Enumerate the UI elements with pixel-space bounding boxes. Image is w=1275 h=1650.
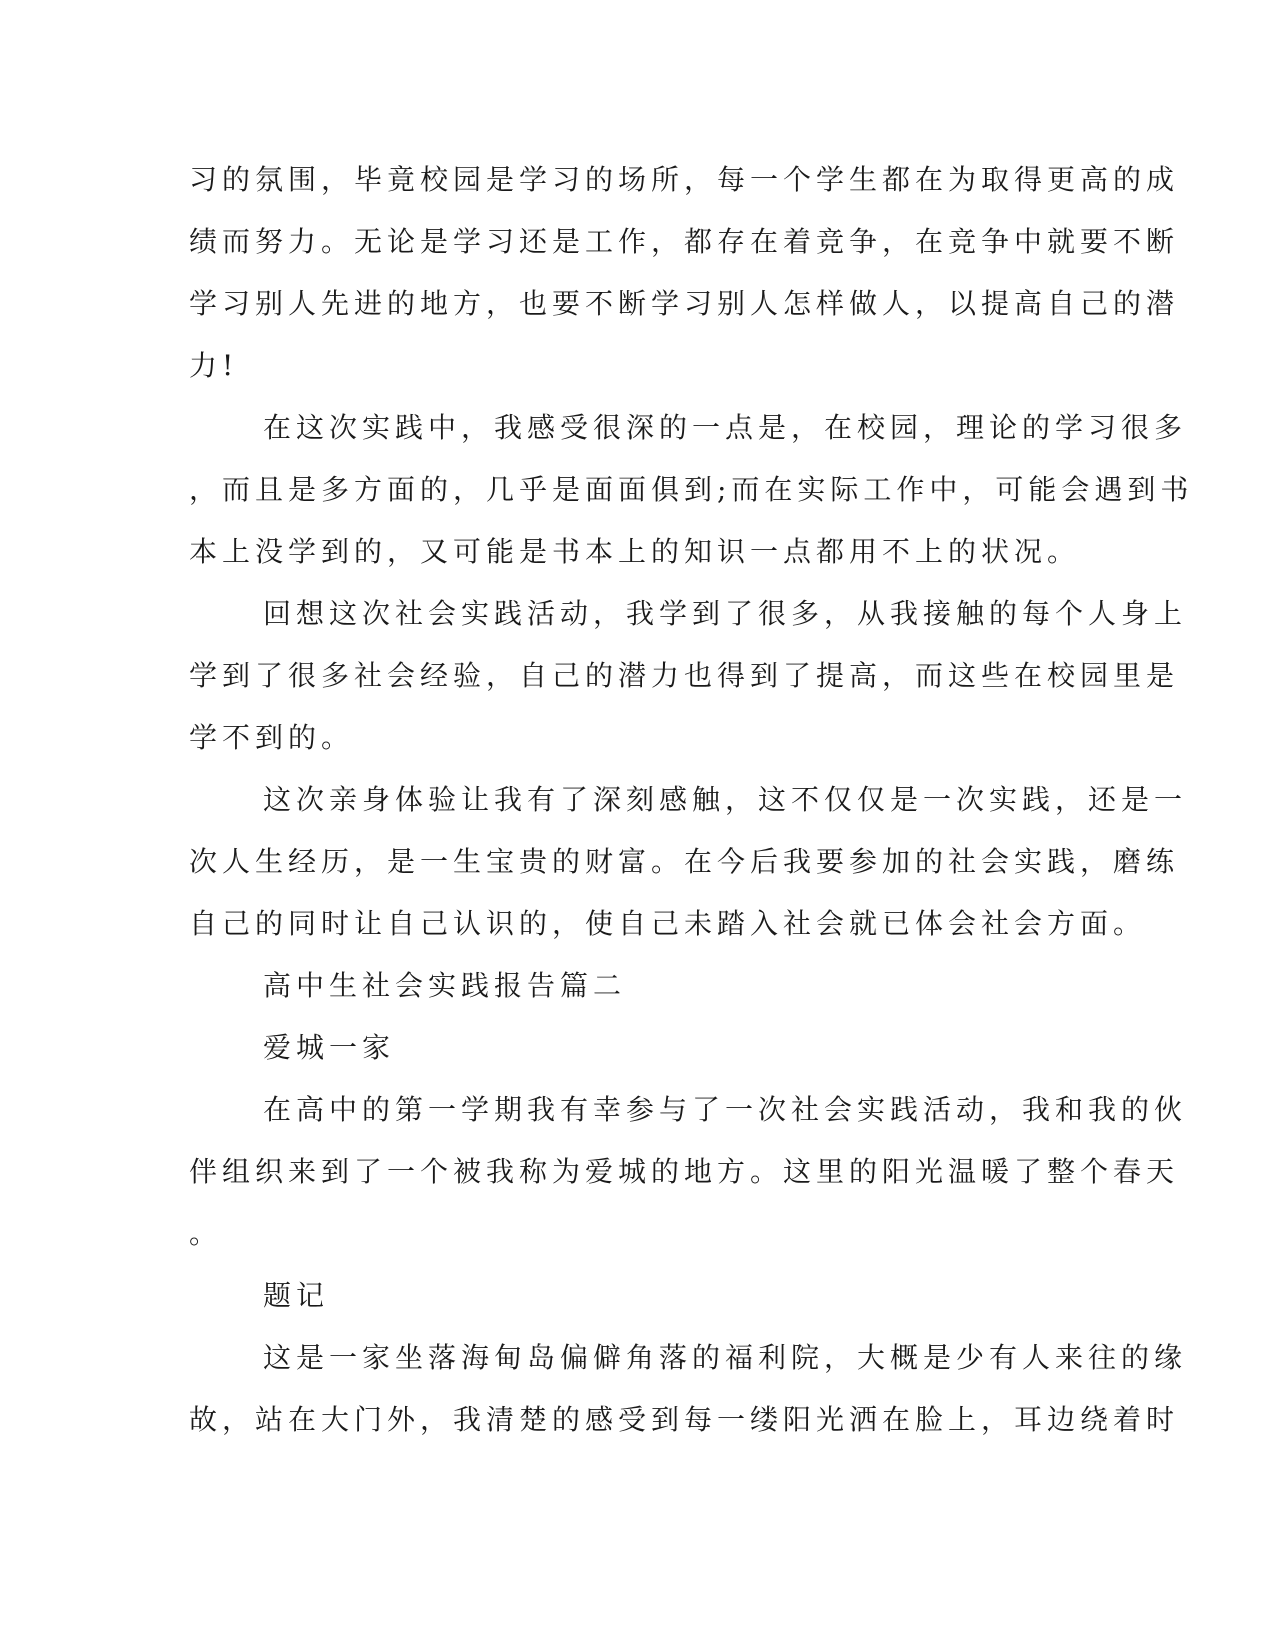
- paragraph-start-line: 在高中的第一学期我有幸参与了一次社会实践活动，我和我的伙: [263, 1093, 1188, 1126]
- paragraph-start-line: 这次亲身体验让我有了深刻感触，这不仅仅是一次实践，还是一: [263, 783, 1188, 816]
- text-line: 本上没学到的，又可能是书本上的知识一点都用不上的状况。: [189, 535, 1081, 568]
- text-line: 伴组织来到了一个被我称为爱城的地方。这里的阳光温暖了整个春天: [189, 1155, 1180, 1188]
- text-line: 力!: [189, 349, 239, 382]
- text-line: 。: [189, 1217, 223, 1250]
- text-line: 学习别人先进的地方，也要不断学习别人怎样做人，以提高自己的潜: [189, 287, 1180, 320]
- paragraph-start-line: 回想这次社会实践活动，我学到了很多，从我接触的每个人身上: [263, 597, 1188, 630]
- epigraph-label: 题记: [263, 1279, 330, 1312]
- text-line: 自己的同时让自己认识的，使自己未踏入社会就已体会社会方面。: [189, 907, 1147, 940]
- text-line: 学不到的。: [189, 721, 355, 754]
- text-line: 绩而努力。无论是学习还是工作，都存在着竞争，在竞争中就要不断: [189, 225, 1180, 258]
- paragraph-start-line: 这是一家坐落海甸岛偏僻角落的福利院，大概是少有人来往的缘: [263, 1341, 1188, 1374]
- text-line: 故，站在大门外，我清楚的感受到每一缕阳光洒在脸上，耳边绕着时: [189, 1403, 1180, 1436]
- text-line: 习的氛围，毕竟校园是学习的场所，每一个学生都在为取得更高的成: [189, 163, 1180, 196]
- text-line: 次人生经历，是一生宝贵的财富。在今后我要参加的社会实践，磨练: [189, 845, 1180, 878]
- section-heading: 高中生社会实践报告篇二: [263, 969, 627, 1002]
- text-line: ，而且是多方面的，几乎是面面俱到;而在实际工作中，可能会遇到书: [189, 473, 1194, 506]
- article-title: 爱城一家: [263, 1031, 396, 1064]
- text-line: 学到了很多社会经验，自己的潜力也得到了提高，而这些在校园里是: [189, 659, 1180, 692]
- paragraph-start-line: 在这次实践中，我感受很深的一点是，在校园，理论的学习很多: [263, 411, 1188, 444]
